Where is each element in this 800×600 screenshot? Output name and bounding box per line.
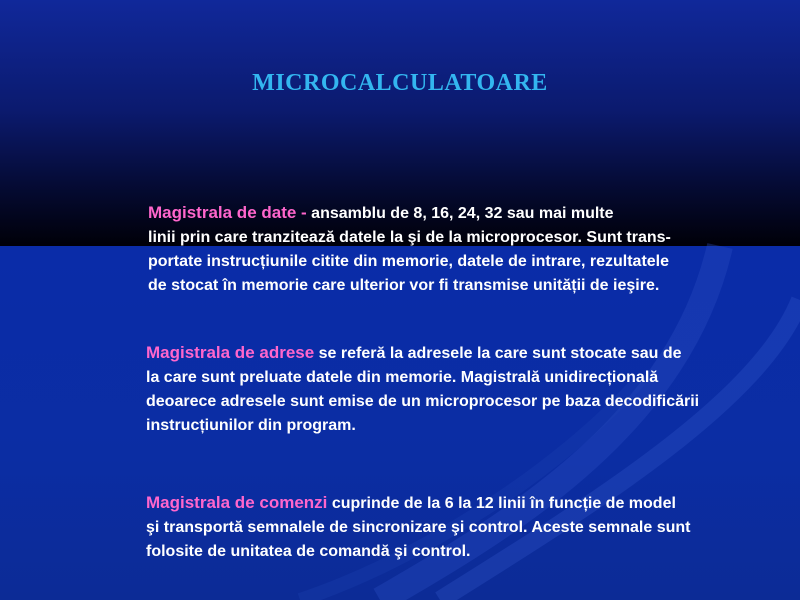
text-line: linii prin care tranzitează datele la şi de la microprocesor. Sunt trans- [148,229,671,246]
paragraph-address-bus [146,341,756,438]
text-line: cuprinde de la 6 la 12 linii în funcție de model [327,495,676,512]
text-line: deoarece adresele sunt emise de un microprocesor pe baza decodificării [146,393,700,410]
text-line: folosite de unitatea de comandă şi control. [146,543,471,560]
term-address-bus: Magistrala de adrese [146,343,315,362]
text-line: instrucțiunilor din program. [146,417,356,434]
text-line: de stocat în memorie care ulterior vor fi transmise unității de ieşire. [148,277,660,294]
term-data-bus: Magistrala de date - [148,203,307,222]
text-line: la care sunt preluate datele din memorie. Magistrală unidirecțională [146,369,659,386]
text-line: şi transportă semnalele de sincronizare şi control. Aceste semnale sunt [146,519,691,536]
slide-title: MICROCALCULATOARE [252,70,548,96]
text-line: portate instrucțiunile citite din memorie, datele de intrare, rezultatele [148,253,670,270]
text-line: ansamblu de 8, 16, 24, 32 sau mai multe [306,205,614,222]
term-control-bus: Magistrala de comenzi [146,493,328,512]
paragraph-control-bus [146,491,746,564]
text-line: se referă la adresele la care sunt stocate sau de [314,345,682,362]
paragraph-data-bus [148,201,728,298]
